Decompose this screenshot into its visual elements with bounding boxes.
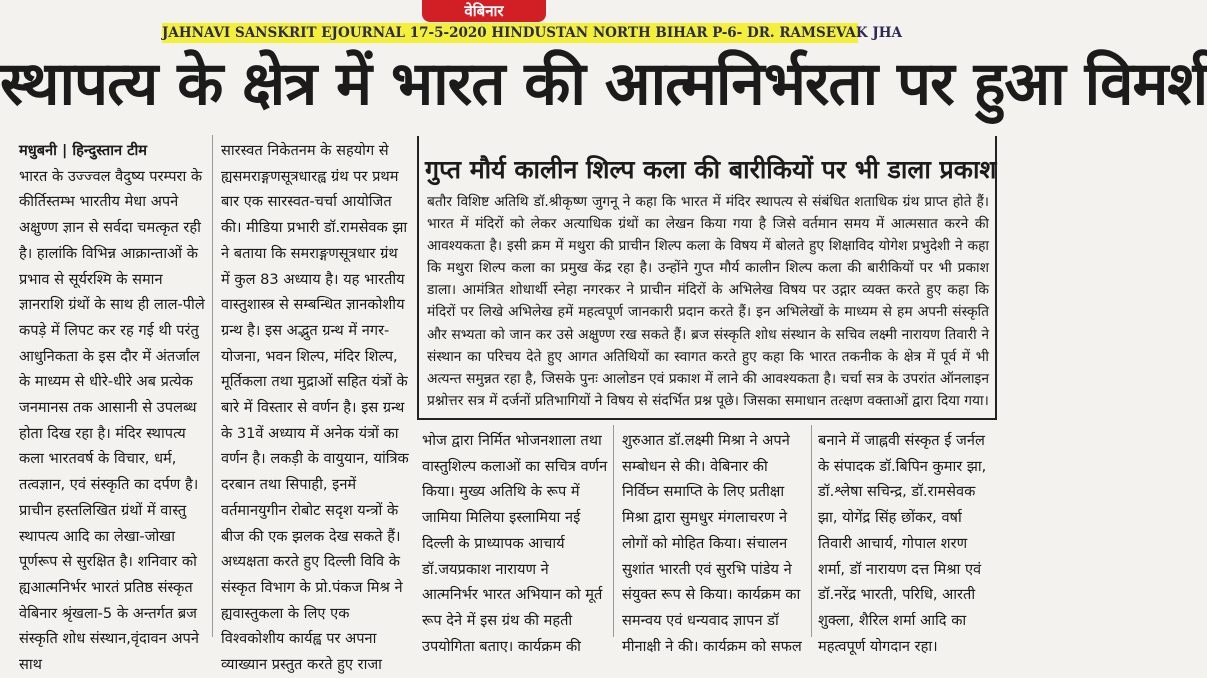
- bottom-column-2-text: शुरुआत डॉ.लक्ष्मी मिश्रा ने अपने सम्बोधन से की। वेबिनार की निर्विघ्न समाप्ति के लिए प्रतीक्षा मिश्रा द्वारा सुमधुर मंगलाचरण ने लोगों को मोहित किया। संचालन सुशांत भारती एवं सुरभि पांडेय ने संयुक्त रूप से किया। कार्यक्रम का समन्वय एवं धन्यवाद ज्ञापन डॉ मीनाक्षी ने की। कार्यक्रम को सफल: [622, 432, 802, 655]
- bottom-column-2: [622, 428, 808, 655]
- bottom-column-3-text: बनाने में जाह्नवी संस्कृत ई जर्नल के संपादक डॉ.बिपिन कुमार झा, डॉ.श्लेषा सचिन्द्र, डॉ.रामसेवक झा, योगेंद्र सिंह छोंकर, वर्षा तिवारी आचार्य, गोपाल शरण शर्मा, डॉ नारायण दत्त मिश्रा एवं डॉ.नरेंद्र भारती, परिधि, आरती शुक्ला, शैरिल शर्मा आदि का महत्वपूर्ण योगदान रहा।: [818, 432, 987, 655]
- source-credit-line: JAHNAVI SANSKRIT EJOURNAL 17-5-2020 HINDUSTAN NORTH BIHAR P-6- DR. RAMSEVAK JHA: [162, 25, 902, 41]
- column-divider: [613, 425, 614, 637]
- sub-story-text: बतौर विशिष्ट अतिथि डॉ.श्रीकृष्ण जुगनू ने कहा कि भारत में मंदिर स्थापत्य से संबंधित शताधिक ग्रंथ प्राप्त होते हैं। भारत में मंदिरों को लेकर अत्याधिक ग्रंथों का लेखन किया गया है जिसे वर्तमान समय में आत्मसात करने की आवश्यकता है। इसी क्रम में मथुरा की प्राचीन शिल्प कला के विषय में बोलते हुए शिक्षाविद योगेश प्रभुदेशी ने कहा कि मथुरा शिल्प कला का प्रमुख केंद्र रहा है। उन्होंने गुप्त मौर्य कालीन शिल्प कला की बारीकियों पर भी प्रकाश डाला। आमंत्रित शोधार्थी स्नेहा नगरकर ने प्राचीन मंदिरों के अभिलेख विषय पर उद्गार व्यक्त करते हुए कहा कि मंदिरों पर लिखे अभिलेख हमें महत्वपूर्ण जानकारी प्रदान करते हैं। इन अभिलेखों के माध्यम से हम अपनी संस्कृति और सभ्यता को जान कर उसे अक्षुण्ण रख सकते हैं। ब्रज संस्कृति शोध संस्थान के सचिव लक्ष्मी नारायण तिवारी ने संस्थान का परिचय देते हुए आगत अतिथियों का स्वागत करते हुए कहा कि भारत तकनीक के क्षेत्र में पूर्व में भी अत्यन्त समुन्नत रहा है, जिसके पुनः आलोडन एवं प्रकाश में लाने की आवश्यकता है। चर्चा सत्र के उपरांत ऑनलाइन प्रश्नोत्तर सत्र में दर्जनों प्रतिभागियों ने विषय से संदर्भित प्रश्न पूछे। जिसका समाधान तत्क्षण वक्ताओं द्वारा दिया गया।: [427, 194, 989, 409]
- column-2-text: सारस्वत निकेतनम के सहयोग से ह्यसमराङ्गणसूत्रधारह्व ग्रंथ पर प्रथम बार एक सारस्वत-चर्चा आयोजित की। मीडिया प्रभारी डॉ.रामसेवक झा ने बताया कि समराङ्गणसूत्रधार ग्रंथ में कुल 83 अध्याय है। यह भारतीय वास्तुशास्त्र से सम्बन्धित ज्ञानकोशीय ग्रन्थ है। इस अद्भुत ग्रन्थ में नगर-योजना, भवन शिल्प, मंदिर शिल्प, मूर्तिकला तथा मुद्राओं सहित यंत्रों के बारे में विस्तार से वर्णन है। इस ग्रन्थ के 31वें अध्याय में अनेक यंत्रों का वर्णन है। लकड़ी के वायुयान, यांत्रिक दरबान तथा सिपाही, इनमें वर्तमानयुगीन रोबोट सदृश यन्त्रों के बीज की एक झलक देख सकते हैं। अध्यक्षता करते हुए दिल्ली विवि के संस्कृत विभाग के प्रो.पंकज मिश्र ने ह्यवास्तुकला के लिए एक विश्वकोशीय कार्यह्व पर अपना व्याख्यान प्रस्तुत करते हुए राजा: [221, 142, 409, 674]
- article-column-2: [221, 138, 409, 674]
- byline: मधुबनी | हिन्दुस्तान टीम: [19, 142, 148, 159]
- article-column-1: [19, 138, 205, 674]
- column-1-text: भारत के उज्ज्वल वैदुष्य परम्परा के कीर्तिस्तम्भ भारतीय मेधा अपने अक्षुण्ण ज्ञान से सर्वदा चमत्कृत रही है। हालांकि विभिन्न आक्रान्ताओं के प्रभाव से सूर्यरश्मि के समान ज्ञानराशि ग्रंथों के साथ ही लाल-पीले कपड़े में लिपट कर रह गई थी परंतु आधुनिकता के इस दौर में अंतर्जाल के माध्यम से धीरे-धीरे अब प्रत्येक जनमानस तक आसानी से उपलब्ध होता दिख रहा है। मंदिर स्थापत्य कला भारतवर्ष के विचार, धर्म, तत्वज्ञान, एवं संस्कृति का दर्पण है। प्राचीन हस्तलिखित ग्रंथों में वास्तु स्थापत्य आदि का लेखा-जोखा पूर्णरूप से सुरक्षित है। शनिवार को ह्यआत्मनिर्भर भारतं प्रतिष्ठ संस्कृत वेबिनार श्रृंखला-5 के अन्तर्गत ब्रज संस्कृति शोध संस्थान,वृंदावन अपने साथ: [19, 167, 205, 674]
- bottom-column-1-text: भोज द्वारा निर्मित भोजनशाला तथा वास्तुशिल्प कलाओं का सचित्र वर्णन किया। मुख्य अतिथि के रूप में जामिया मिलिया इस्लामिया नई दिल्ली के प्राध्यापक आचार्य डॉ.जयप्रकाश नारायण ने आत्मनिर्भर भारत अभियान को मूर्त रूप देने में इस ग्रंथ की महती उपयोगिता बताए। कार्यक्रम की: [422, 432, 608, 655]
- sub-story-title: गुप्त मौर्य कालीन शिल्प कला की बारीकियों पर भी डाला प्रकाश: [425, 155, 997, 184]
- headline: स्थापत्य के क्षेत्र में भारत की आत्मनिर्भरता पर हुआ विमर्श: [0, 49, 1207, 119]
- bottom-column-1: [422, 428, 608, 655]
- column-divider: [212, 135, 213, 637]
- column-divider: [811, 425, 812, 637]
- section-tag: वेबिनार: [422, 0, 546, 22]
- bottom-column-3: [818, 428, 994, 655]
